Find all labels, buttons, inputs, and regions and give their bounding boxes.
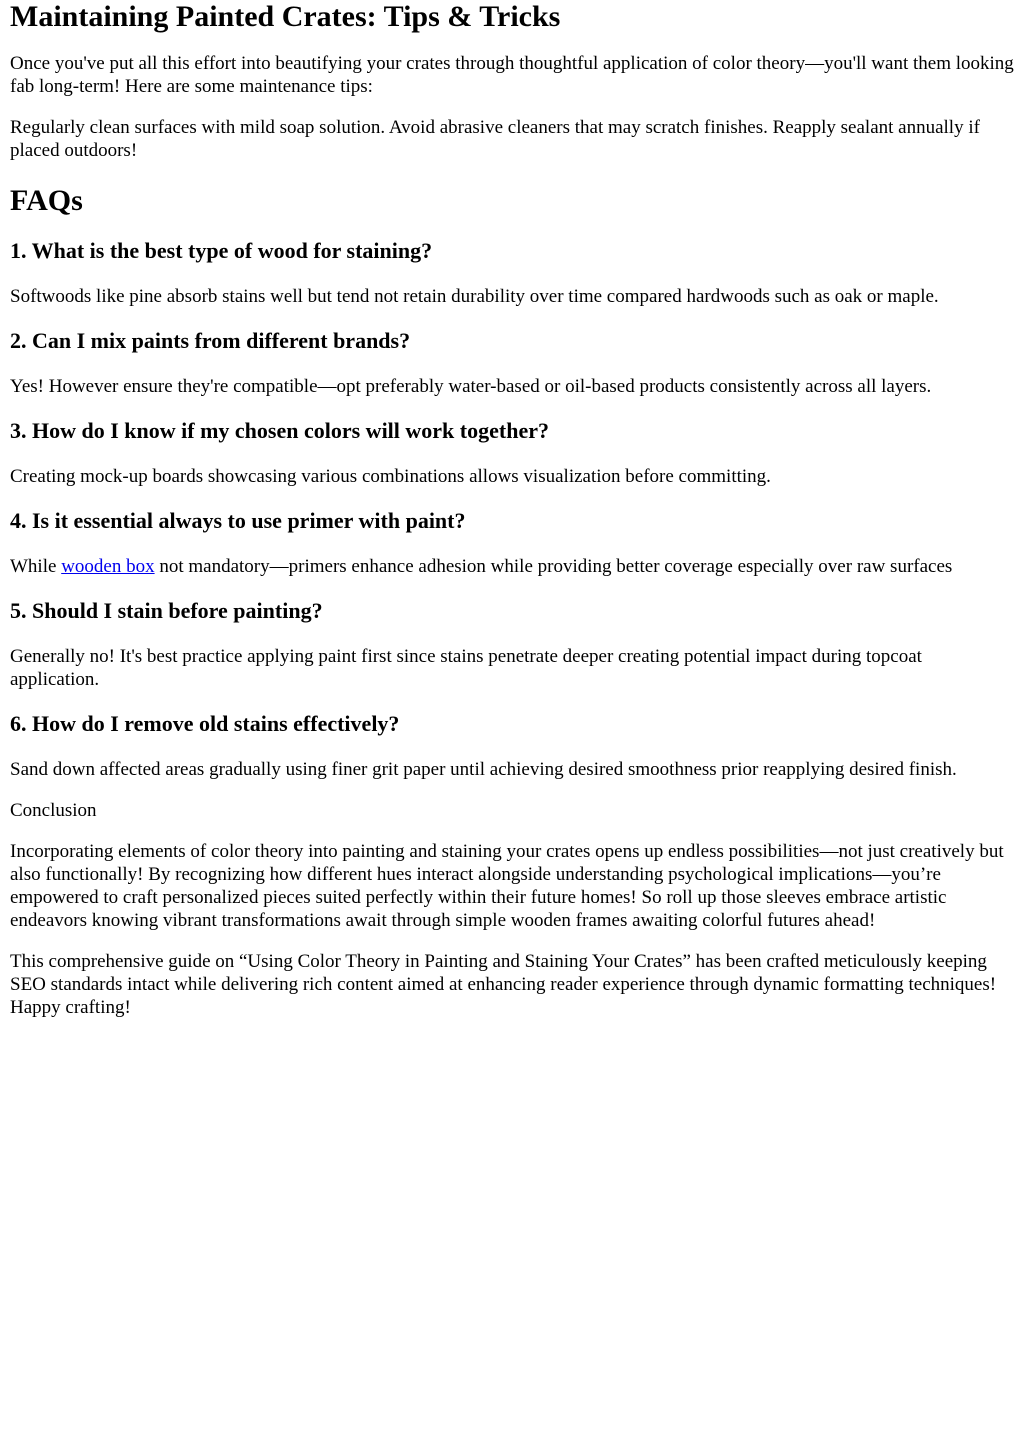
- faq-answer-2: Yes! However ensure they're compatible—opt preferably water-based or oil-based products consistently across all layers.: [10, 376, 932, 397]
- conclusion-paragraph: Incorporating elements of color theory into painting and staining your crates opens up endless possibilities—not just creatively but also functionally! By recognizing how different hues interact alongside understanding psychological implications—you’re empowered to craft personalized pieces suited perfectly within their future homes! So roll up those sleeves embrace artistic endeavors knowing vibrant transformations await through simple wooden frames awaiting colorful futures ahead!: [10, 841, 1004, 931]
- conclusion-label: Conclusion: [10, 800, 97, 821]
- faq-question-1: 1. What is the best type of wood for staining?: [10, 238, 433, 263]
- faq-question-2: 2. Can I mix paints from different brands?: [10, 328, 411, 353]
- faq-answer-3: Creating mock-up boards showcasing various combinations allows visualization before committing.: [10, 466, 771, 487]
- page-title: Maintaining Painted Crates: Tips & Tricks: [10, 0, 561, 33]
- faq-question-4: 4. Is it essential always to use primer with paint?: [10, 508, 466, 533]
- closing-paragraph: This comprehensive guide on “Using Color Theory in Painting and Staining Your Crates” has been crafted meticulously keeping SEO standards intact while delivering rich content aimed at enhancing reader experience through dynamic formatting techniques! Happy crafting!: [10, 951, 997, 1018]
- faq-answer-6: Sand down affected areas gradually using finer grit paper until achieving desired smoothness prior reapplying desired finish.: [10, 759, 957, 780]
- faq-heading: FAQs: [10, 184, 83, 217]
- intro-paragraph: Once you've put all this effort into beautifying your crates through thoughtful application of color theory—you'll want them looking fab long-term! Here are some maintenance tips:: [10, 53, 1014, 97]
- faq-answer-5: Generally no! It's best practice applying paint first since stains penetrate deeper creating potential impact during topcoat application.: [10, 646, 922, 690]
- faq-question-3: 3. How do I know if my chosen colors will work together?: [10, 418, 549, 443]
- faq-question-6: 6. How do I remove old stains effectively?: [10, 711, 400, 736]
- faq-answer-4-prefix: While: [10, 556, 62, 577]
- faq-answer-4-suffix: not mandatory—primers enhance adhesion while providing better coverage especially over raw surfaces: [154, 556, 953, 577]
- wooden-box-link[interactable]: wooden box: [61, 556, 155, 577]
- tips-paragraph: Regularly clean surfaces with mild soap solution. Avoid abrasive cleaners that may scratch finishes. Reapply sealant annually if placed outdoors!: [10, 117, 980, 161]
- faq-question-5: 5. Should I stain before painting?: [10, 598, 323, 623]
- faq-answer-1: Softwoods like pine absorb stains well but tend not retain durability over time compared hardwoods such as oak or maple.: [10, 286, 939, 307]
- faq-answer-4: [10, 555, 1014, 578]
